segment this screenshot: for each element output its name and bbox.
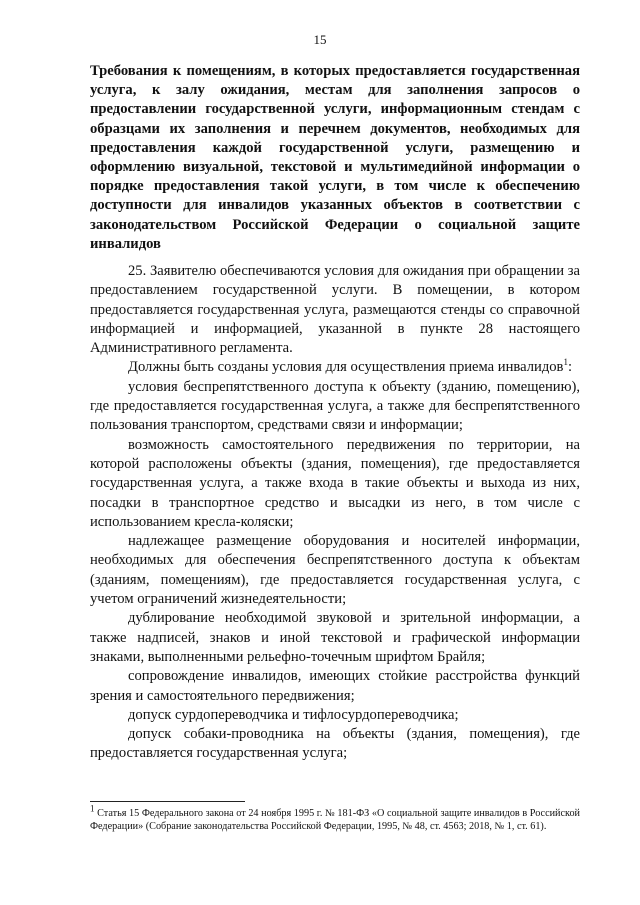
footnote-text: Статья 15 Федерального закона от 24 ноября 1995 г. № 181-ФЗ «О социальной защите инвалидов в Российской Федерации» (Собрание законодательства Российской Федерации, 1995, № 48, ст. 4563; 2018, № 1, ст. 61). [90, 808, 580, 832]
list-item-movement: возможность самостоятельного передвижения по территории, на которой расположены объекты (здания, помещения), где предоставляется государственная услуга, а также входа в такие объекты и выхода из них, посадки в транспортное средство и высадки из него, в том числе с использованием кресла-коляски; [90, 436, 580, 530]
list-item-guide-dog-admission: допуск собаки-проводника на объекты (здания, помещения), где предоставляется государственная услуга; [90, 726, 580, 762]
footnote-marker: 1 [90, 803, 95, 814]
list-item-information-duplication: дублирование необходимой звуковой и зрительной информации, а также надписей, знаков и иной текстовой и графической информации знаками, выполненными рельефно-точечным шрифтом Брайля; [90, 610, 580, 665]
list-item-access-conditions: условия беспрепятственного доступа к объекту (зданию, помещению), где предоставляется государственная услуга, а также для беспрепятственного пользования транспортом, средствами связи и информации; [90, 378, 580, 434]
footnote [90, 803, 580, 833]
footnote-separator [90, 801, 245, 802]
paragraph-25: 25. Заявителю обеспечиваются условия для ожидания при обращении за предоставлением государственной услуги. В помещении, в котором предоставляется государственная услуга, размещаются стенды со справочной информацией и информацией, указанной в пункте 28 настоящего Административного регламента. [90, 263, 580, 357]
page-number: 15 [313, 32, 327, 47]
section-heading: Требования к помещениям, в которых предоставляется государственная услуга, к залу ожидания, местам для заполнения запросов о предоставлении государственной услуги, информационным стендам с образцами их заполнения и перечнем документов, необходимых для предоставления каждой государственной услуги, размещению и оформлению визуальной, текстовой и мультимедийной информации о порядке предоставления такой услуги, в том числе к обеспечению доступности для инвалидов указанных объектов в соответствии с законодательством Российской Федерации о социальной защите инвалидов [90, 63, 580, 252]
footnote-reference[interactable]: 1 [563, 357, 568, 368]
list-item-interpreter-admission: допуск сурдопереводчика и тифлосурдопереводчика; [128, 706, 459, 723]
list-item-escort: сопровождение инвалидов, имеющих стойкие расстройства функций зрения и самостоятельного передвижения; [90, 668, 580, 704]
list-item-equipment-placement: надлежащее размещение оборудования и носителей информации, необходимых для обеспечения беспрепятственного доступа к объектам (зданиям, помещениям), где предоставляется государственная услуга, с учетом ограничений жизнедеятельности; [90, 533, 580, 608]
document-body [90, 262, 580, 764]
paragraph-conditions-intro-text: Должны быть созданы условия для осуществления приема инвалидов [128, 359, 564, 376]
paragraph-conditions-intro [90, 358, 580, 377]
paragraph-conditions-intro-tail: : [567, 359, 572, 376]
